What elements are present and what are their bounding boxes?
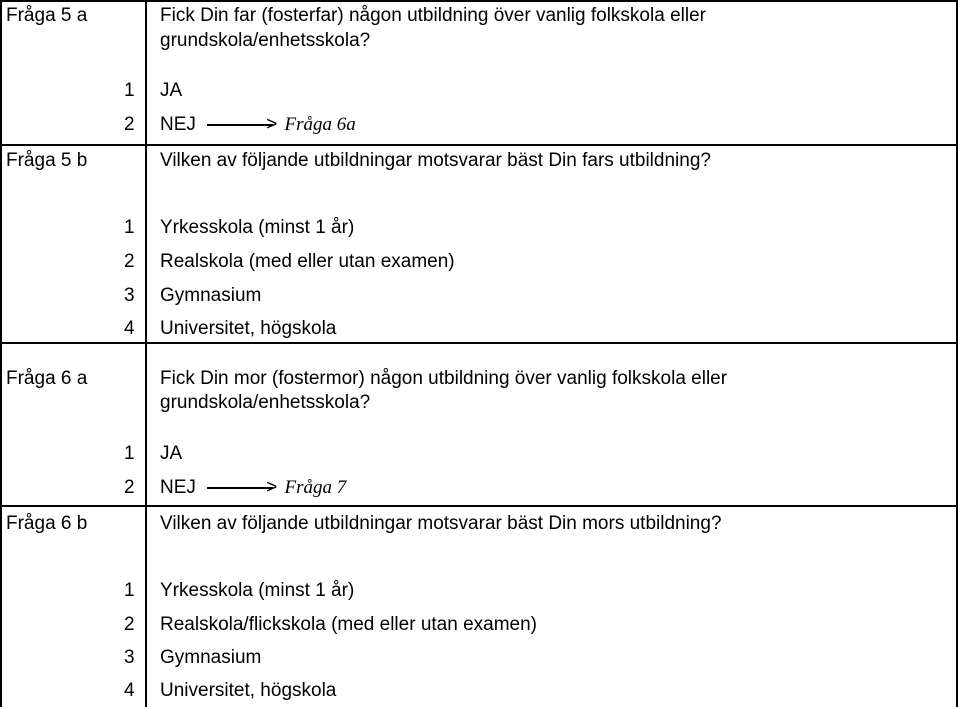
option-text: NEJ [160, 477, 196, 498]
option-text: Gymnasium [160, 285, 262, 306]
option-number: 2 [124, 477, 135, 498]
option-number: 1 [124, 580, 135, 601]
top-border [0, 0, 958, 2]
question-text-line: grundskola/enhetsskola? [160, 30, 371, 51]
section-divider [0, 342, 958, 344]
option-number: 4 [124, 318, 135, 339]
option-number: 2 [124, 114, 135, 135]
question-text-line: Vilken av följande utbildningar motsvarar bäst Din fars utbildning? [160, 150, 711, 171]
option-text: JA [160, 443, 183, 464]
section-divider [0, 144, 958, 146]
option-row [160, 477, 346, 499]
option-text: Yrkesskola (minst 1 år) [160, 580, 355, 601]
option-number: 4 [124, 680, 135, 701]
left-border [0, 0, 2, 707]
skip-target: Fråga 7 [284, 477, 347, 498]
option-number: 2 [124, 251, 135, 272]
question-label: Fråga 5 b [6, 150, 88, 171]
skip-target: Fråga 6a [284, 114, 356, 135]
option-number: 2 [124, 614, 135, 635]
question-text-line: Fick Din mor (fostermor) någon utbildning över vanlig folkskola eller [160, 368, 728, 389]
skip-arrow-icon: > [207, 114, 277, 136]
question-text-line: grundskola/enhetsskola? [160, 392, 371, 413]
question-text-line: Vilken av följande utbildningar motsvarar bäst Din mors utbildning? [160, 513, 722, 534]
option-text: Universitet, högskola [160, 318, 337, 339]
question-label: Fråga 6 a [6, 368, 88, 389]
option-text: Yrkesskola (minst 1 år) [160, 217, 355, 238]
option-text: Realskola/flickskola (med eller utan examen) [160, 614, 537, 635]
section-divider [0, 505, 958, 507]
question-label: Fråga 6 b [6, 513, 88, 534]
option-text: JA [160, 80, 183, 101]
option-number: 1 [124, 443, 135, 464]
option-text: Gymnasium [160, 647, 262, 668]
question-label: Fråga 5 a [6, 5, 88, 26]
skip-arrow-icon: > [207, 477, 277, 499]
option-text: Realskola (med eller utan examen) [160, 251, 455, 272]
option-number: 3 [124, 285, 135, 306]
option-number: 3 [124, 647, 135, 668]
question-text-line: Fick Din far (fosterfar) någon utbildning över vanlig folkskola eller [160, 5, 706, 26]
option-number: 1 [124, 217, 135, 238]
label-column-divider [145, 0, 147, 707]
option-row [160, 114, 356, 136]
right-border [956, 0, 958, 707]
option-text: NEJ [160, 114, 196, 135]
option-text: Universitet, högskola [160, 680, 337, 701]
option-number: 1 [124, 80, 135, 101]
